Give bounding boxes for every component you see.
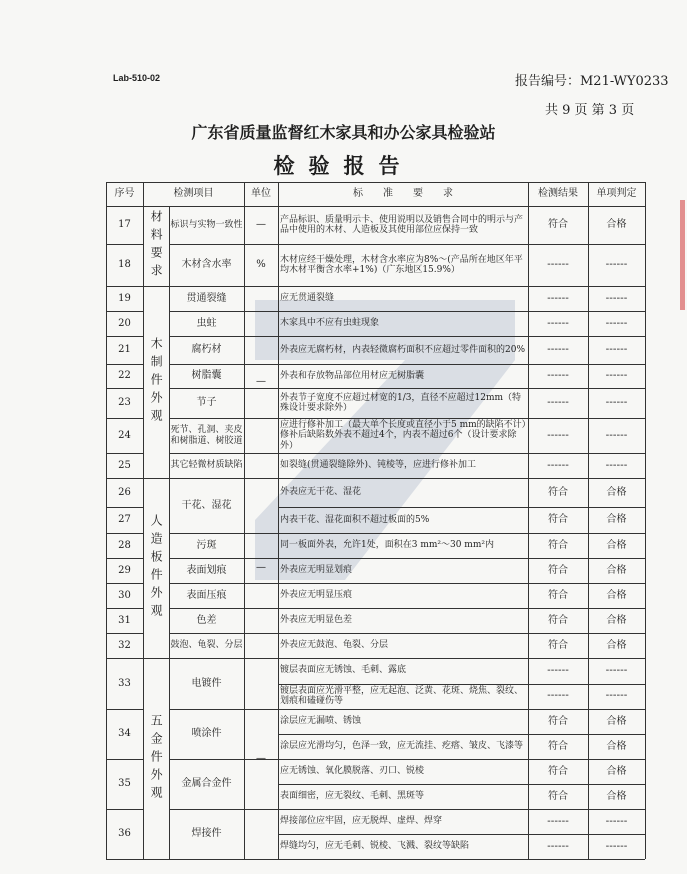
test-result: 符合: [548, 614, 568, 626]
requirement-text: 表面细密，应无裂纹、毛刺、黑斑等: [280, 791, 425, 802]
requirement-text: 镀层表面应无锈蚀、毛刺、露底: [280, 665, 407, 676]
test-result: ------: [547, 429, 569, 441]
requirement-text: 如裂缝(贯通裂缝除外)、钝棱等，应进行修补加工: [280, 460, 477, 471]
verdict: ------: [605, 429, 628, 441]
requirement-text: 应进行修补加工（最大单个长度或直径小于5 mm的缺陷不计）修补后缺陷数外表不超过4个，内表不超过6个（设计要求除外）: [280, 419, 527, 451]
requirement-text: 外表和存放物品部位用材应无树脂囊: [280, 370, 425, 381]
verdict: ------: [605, 840, 628, 852]
column-header: 检测项目: [173, 188, 214, 200]
row-number: 19: [118, 292, 131, 304]
unit-cell: —: [256, 376, 266, 388]
verdict: 合格: [606, 740, 627, 752]
verdict: 合格: [606, 589, 627, 601]
row-number: 23: [118, 397, 131, 409]
requirement-text: 外表应无明显压痕: [280, 590, 353, 601]
item-name: 表面划痕: [186, 564, 227, 576]
requirement-text: 外表应无明显划痕: [280, 565, 353, 576]
test-result: ------: [547, 292, 569, 304]
group-wood: 木制件外观: [149, 337, 164, 427]
item-name: 虫蛀: [196, 317, 217, 329]
column-header: 标 准 要 求: [353, 188, 453, 200]
unit-cell: —: [256, 752, 266, 764]
unit-cell: —: [256, 219, 266, 231]
item-name: 电镀件: [191, 677, 222, 689]
requirement-text: 外表应无鼓泡、龟裂、分层: [280, 640, 389, 651]
requirement-text: 产品标识、质量明示卡、使用说明以及销售合同中的明示与产品中使用的木材、人造板及其使用部位应保持一致: [280, 214, 524, 235]
verdict: 合格: [606, 639, 627, 651]
row-number: 26: [118, 486, 131, 498]
unit-cell: —: [256, 562, 266, 574]
requirement-text: 涂层应光滑均匀，色泽一致，应无流挂、疙瘩、皱皮、飞漆等: [280, 741, 524, 752]
test-result: ------: [547, 815, 569, 827]
test-result: 符合: [548, 539, 568, 551]
requirement-text: 镀层表面应光滑平整，应无起泡、泛黄、花斑、烧焦、裂纹、划痕和磕碰伤等: [280, 685, 524, 706]
item-name: 干花、湿花: [181, 499, 232, 511]
verdict: ------: [605, 317, 628, 329]
test-result: 符合: [548, 514, 568, 526]
test-result: 符合: [548, 564, 568, 576]
verdict: ------: [605, 370, 628, 382]
row-number: 25: [118, 459, 131, 471]
verdict: 合格: [606, 486, 627, 498]
row-number: 30: [118, 589, 131, 601]
test-result: 符合: [548, 219, 568, 231]
verdict: ------: [605, 459, 628, 471]
test-result: 符合: [548, 639, 568, 651]
row-number: 32: [118, 639, 131, 651]
item-name: 其它轻微材质缺陷: [170, 460, 243, 471]
verdict: 合格: [606, 790, 627, 802]
verdict: ------: [605, 344, 628, 356]
test-result: ------: [547, 459, 569, 471]
item-name: 贯通裂缝: [186, 292, 227, 304]
requirement-text: 焊接部位应牢固，应无脱焊、虚焊、焊穿: [280, 816, 443, 827]
row-number: 22: [118, 370, 131, 382]
seal-stamp-edge: [678, 200, 687, 310]
item-name: 色差: [196, 614, 217, 626]
item-name: 污斑: [196, 539, 217, 551]
test-result: ------: [547, 344, 569, 356]
test-result: 符合: [548, 765, 568, 777]
requirement-text: 木家具中不应有虫蛀现象: [280, 318, 380, 329]
item-name: 标识与实物一致性: [170, 219, 243, 230]
group-hardware: 五金件外观: [149, 713, 164, 804]
row-number: 24: [118, 429, 131, 441]
verdict: 合格: [606, 514, 627, 526]
row-number: 35: [118, 778, 131, 790]
item-name: 表面压痕: [186, 589, 227, 601]
requirement-text: 外表应无明显色差: [280, 615, 353, 626]
test-result: 符合: [548, 486, 568, 498]
verdict: ------: [605, 690, 628, 702]
item-name: 木材含水率: [181, 259, 232, 271]
test-result: 符合: [548, 715, 568, 727]
row-number: 29: [118, 564, 131, 576]
item-name: 节子: [196, 397, 217, 409]
requirement-text: 内表干花、湿花面积不超过板面的5%: [280, 514, 430, 525]
column-header: 序号: [114, 188, 135, 200]
lab-code: Lab-510-02: [113, 73, 161, 83]
verdict: 合格: [606, 539, 627, 551]
row-number: 34: [118, 728, 131, 740]
report-number: 报告编号：M21-WY0233: [515, 74, 669, 89]
requirement-text: 木材应经干燥处理，木材含水率应为8%～(产品所在地区年平均木材平衡含水率+1%)（广东地区15.9%）: [280, 254, 523, 275]
group-material: 材料要求: [149, 210, 164, 282]
row-number: 28: [118, 539, 131, 551]
row-number: 31: [118, 614, 131, 626]
item-name: 死节、孔洞、夹皮和树脂道、树胶道: [170, 425, 243, 446]
test-result: 符合: [548, 790, 568, 802]
item-name: 腐朽材: [191, 344, 222, 356]
item-name: 喷涂件: [191, 728, 222, 740]
test-result: ------: [547, 840, 569, 852]
column-header: 单位: [251, 188, 271, 200]
verdict: ------: [605, 397, 628, 409]
test-result: ------: [547, 690, 569, 702]
test-result: 符合: [548, 740, 568, 752]
verdict: 合格: [606, 564, 627, 576]
requirement-text: 外表应无干花、湿花: [280, 487, 362, 498]
test-result: ------: [547, 397, 569, 409]
column-header: 单项判定: [596, 188, 637, 200]
item-name: 焊接件: [191, 828, 222, 840]
requirement-text: 应无锈蚀、氧化膜脱落、刃口、锐棱: [280, 766, 425, 777]
requirement-text: 同一板面外表，允许1处，面积在3 mm²～30 mm²内: [280, 540, 494, 551]
report-title: 检验报告: [273, 154, 414, 178]
unit-cell: %: [256, 259, 266, 271]
test-result: ------: [547, 317, 569, 329]
row-number: 18: [118, 259, 131, 271]
table-rule: [106, 859, 645, 860]
verdict: 合格: [606, 219, 627, 231]
test-result: ------: [547, 370, 569, 382]
verdict: ------: [605, 664, 628, 676]
row-number: 33: [118, 677, 131, 689]
requirement-text: 外表节子宽度不应超过材宽的1/3，直径不应超过12mm（特殊设计要求除外）: [280, 392, 522, 413]
test-result: 符合: [548, 589, 568, 601]
table-rule: [645, 182, 646, 859]
row-number: 20: [118, 317, 131, 329]
row-number: 17: [118, 219, 131, 231]
test-result: ------: [547, 664, 569, 676]
row-number: 21: [118, 344, 131, 356]
institution-title: 广东省质量监督红木家具和办公家具检验站: [191, 123, 496, 142]
item-name: 树脂囊: [191, 370, 222, 382]
verdict: ------: [605, 815, 628, 827]
group-board: 人造板件外观: [149, 514, 164, 622]
requirement-text: 涂层应无漏喷、锈蚀: [280, 716, 362, 727]
verdict: ------: [605, 259, 628, 271]
requirement-text: 外表应无腐朽材，内表轻微腐朽面积不应超过零件面积的20%: [280, 344, 526, 355]
requirement-text: 焊缝均匀，应无毛刺、锐棱、飞溅、裂纹等缺陷: [280, 841, 470, 852]
requirement-text: 应无贯通裂缝: [280, 293, 335, 304]
row-number: 36: [118, 828, 131, 840]
verdict: ------: [605, 292, 628, 304]
row-number: 27: [118, 514, 131, 526]
page-info: 共 9 页 第 3 页: [545, 103, 635, 118]
item-name: 鼓泡、龟裂、分层: [170, 640, 243, 651]
item-name: 金属合金件: [181, 778, 232, 790]
test-result: ------: [547, 259, 569, 271]
verdict: 合格: [606, 614, 627, 626]
verdict: 合格: [606, 765, 627, 777]
verdict: 合格: [606, 715, 627, 727]
column-header: 检测结果: [538, 188, 578, 200]
